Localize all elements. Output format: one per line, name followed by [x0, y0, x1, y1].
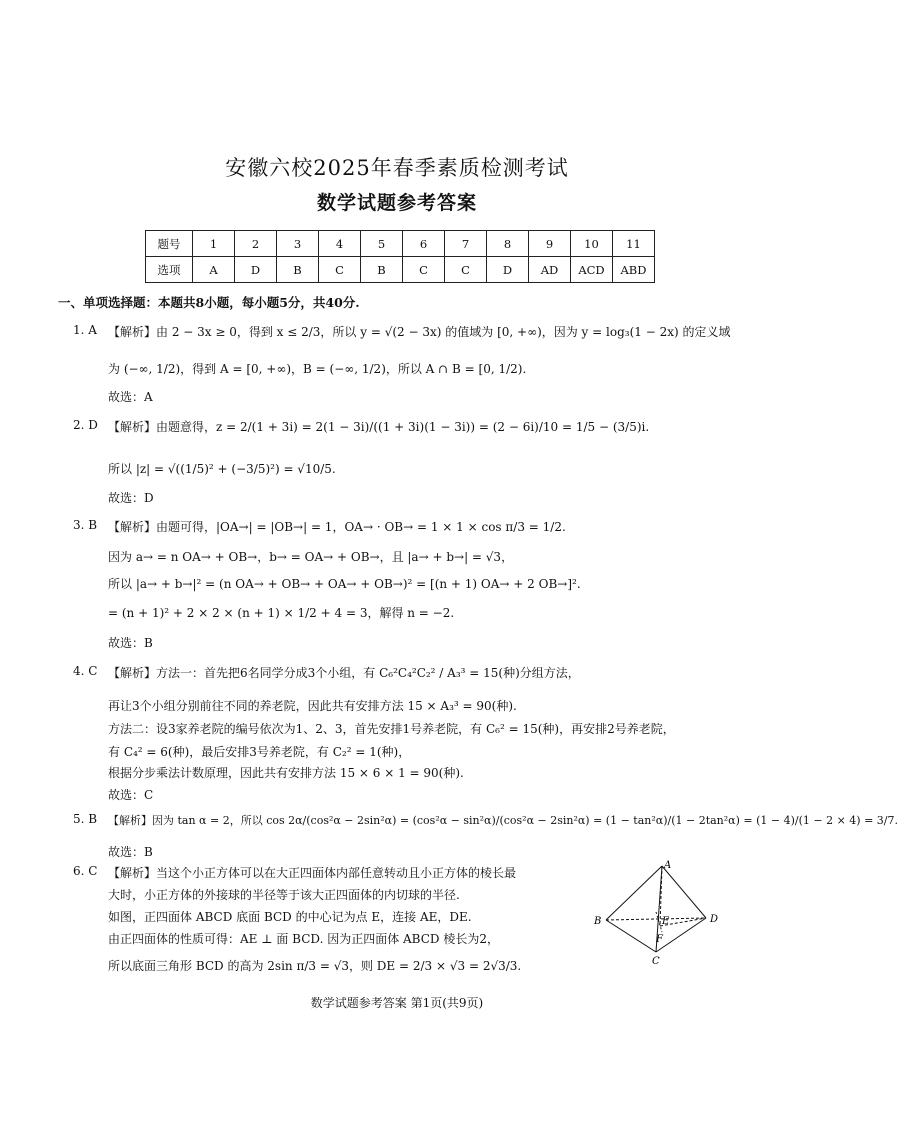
- solution-conclusion: 故选：C: [108, 788, 154, 802]
- question-number: 3. B: [73, 518, 98, 532]
- solution-line: 因为 a→ = n OA→ + OB→，b→ = OA→ + OB→，且 |a→ + b→| = √3，: [108, 550, 514, 564]
- table-cell-number: 10: [571, 231, 613, 257]
- edge-ab: [606, 866, 662, 920]
- question-number: 5. B: [73, 812, 98, 826]
- label-f: F: [656, 934, 663, 945]
- table-cell-number: 6: [403, 231, 445, 257]
- table-cell-option: A: [193, 257, 235, 283]
- solution-line: 【解析】当这个小正方体可以在大正四面体内部任意转动且小正方体的棱长最: [108, 866, 517, 880]
- answer-table-number-row: [146, 231, 655, 257]
- label-a: A: [664, 860, 672, 871]
- table-cell-option: D: [487, 257, 529, 283]
- page-subtitle: 数学试题参考答案: [316, 192, 477, 214]
- solution-line: = (n + 1)² + 2 × 2 × (n + 1) × 1/2 + 4 = 3，解得 n = −2.: [108, 606, 455, 620]
- table-cell-number: 8: [487, 231, 529, 257]
- solution-line: 【解析】方法一：首先把6名同学分成3个小组，有 C₆²C₄²C₂² / A₃³ = 15(种)分组方法，: [108, 666, 580, 680]
- solution-line: 所以底面三角形 BCD 的高为 2sin π/3 = √3，则 DE = 2/3 × √3 = 2√3/3.: [108, 959, 522, 973]
- solution-line: 【解析】由题可得，|OA→| = |OB→| = 1，OA→ · OB→ = 1 × 1 × cos π/3 = 1/2.: [108, 520, 566, 534]
- solution-line: 方法二：设3家养老院的编号依次为1、2、3，首先安排1号养老院，有 C₆² = 15(种)，再安排2号养老院，: [108, 722, 675, 736]
- table-cell-option: C: [403, 257, 445, 283]
- page-footer: 数学试题参考答案 第1页(共9页): [310, 996, 484, 1010]
- tetrahedron-figure: [590, 860, 725, 965]
- label-d: D: [710, 914, 719, 925]
- solution-line: 所以 |a→ + b→|² = (n OA→ + OB→ + OA→ + OB→)² = [(n + 1) OA→ + 2 OB→]².: [108, 577, 581, 591]
- edge-bc: [606, 920, 656, 952]
- solution-line: 【解析】因为 tan α = 2，所以 cos 2α/(cos²α − 2sin²α) = (cos²α − sin²α)/(cos²α − 2sin²α) = (1 − tan²α)/(1 − 2tan²α) = (1 − 4)/(1 − 2 × 4) = 3/7.: [108, 814, 898, 827]
- table-cell-number: 11: [613, 231, 655, 257]
- table-cell-number: 1: [193, 231, 235, 257]
- solution-line: 根据分步乘法计数原理，因此共有安排方法 15 × 6 × 1 = 90(种).: [108, 766, 464, 780]
- answer-table: [145, 230, 655, 283]
- table-cell-number: 2: [235, 231, 277, 257]
- label-b: B: [594, 916, 602, 927]
- table-cell-number: 3: [277, 231, 319, 257]
- solution-line: 大时，小正方体的外接球的半径等于该大正四面体的内切球的半径.: [108, 888, 460, 902]
- solution-conclusion: 故选：A: [108, 390, 153, 404]
- table-cell-number: 4: [319, 231, 361, 257]
- table-cell-option: ABD: [613, 257, 655, 283]
- solution-line: 有 C₄² = 6(种)，最后安排3号养老院，有 C₂² = 1(种)，: [108, 745, 411, 759]
- table-header-option: 选项: [146, 257, 193, 283]
- solution-line: 由正四面体的性质可得：AE ⊥ 面 BCD. 因为正四面体 ABCD 棱长为2，: [108, 932, 499, 946]
- question-number: 6. C: [73, 864, 98, 878]
- table-cell-option: B: [277, 257, 319, 283]
- table-cell-option: C: [445, 257, 487, 283]
- table-cell-option: C: [319, 257, 361, 283]
- solution-conclusion: 故选：D: [108, 491, 154, 505]
- page-title: 安徽六校2025年春季素质检测考试: [225, 156, 569, 180]
- table-cell-option: AD: [529, 257, 571, 283]
- table-cell-number: 9: [529, 231, 571, 257]
- answer-table-option-row: [146, 257, 655, 283]
- label-e: E: [662, 916, 670, 927]
- solution-line: 【解析】由题意得，z = 2/(1 + 3i) = 2(1 − 3i)/((1 + 3i)(1 − 3i)) = (2 − 6i)/10 = 1/5 − (3/5)i.: [108, 420, 650, 434]
- solution-line: 所以 |z| = √((1/5)² + (−3/5)²) = √10/5.: [108, 462, 336, 476]
- solution-line: 为 (−∞, 1/2)，得到 A = [0, +∞)，B = (−∞, 1/2)，所以 A ∩ B = [0, 1/2).: [108, 362, 527, 376]
- table-cell-option: B: [361, 257, 403, 283]
- question-number: 4. C: [73, 664, 98, 678]
- question-number: 2. D: [73, 418, 98, 432]
- solution-line: 再让3个小组分别前往不同的养老院，因此共有安排方法 15 × A₃³ = 90(种).: [108, 699, 517, 713]
- table-cell-number: 7: [445, 231, 487, 257]
- table-cell-option: D: [235, 257, 277, 283]
- edge-ad: [662, 866, 706, 918]
- table-cell-number: 5: [361, 231, 403, 257]
- solution-line: 如图，正四面体 ABCD 底面 BCD 的中心记为点 E，连接 AE，DE.: [108, 910, 472, 924]
- table-header-number: 题号: [146, 231, 193, 257]
- solution-conclusion: 故选：B: [108, 845, 153, 859]
- section-heading: 一、单项选择题：本题共8小题，每小题5分，共40分.: [58, 295, 360, 310]
- question-number: 1. A: [73, 323, 97, 337]
- label-c: C: [652, 956, 660, 967]
- solution-line: 【解析】由 2 − 3x ≥ 0，得到 x ≤ 2/3，所以 y = √(2 − 3x) 的值域为 [0, +∞)，因为 y = log₃(1 − 2x) 的定义域: [108, 325, 731, 339]
- table-cell-option: ACD: [571, 257, 613, 283]
- solution-conclusion: 故选：B: [108, 636, 153, 650]
- edge-bd: [606, 918, 706, 920]
